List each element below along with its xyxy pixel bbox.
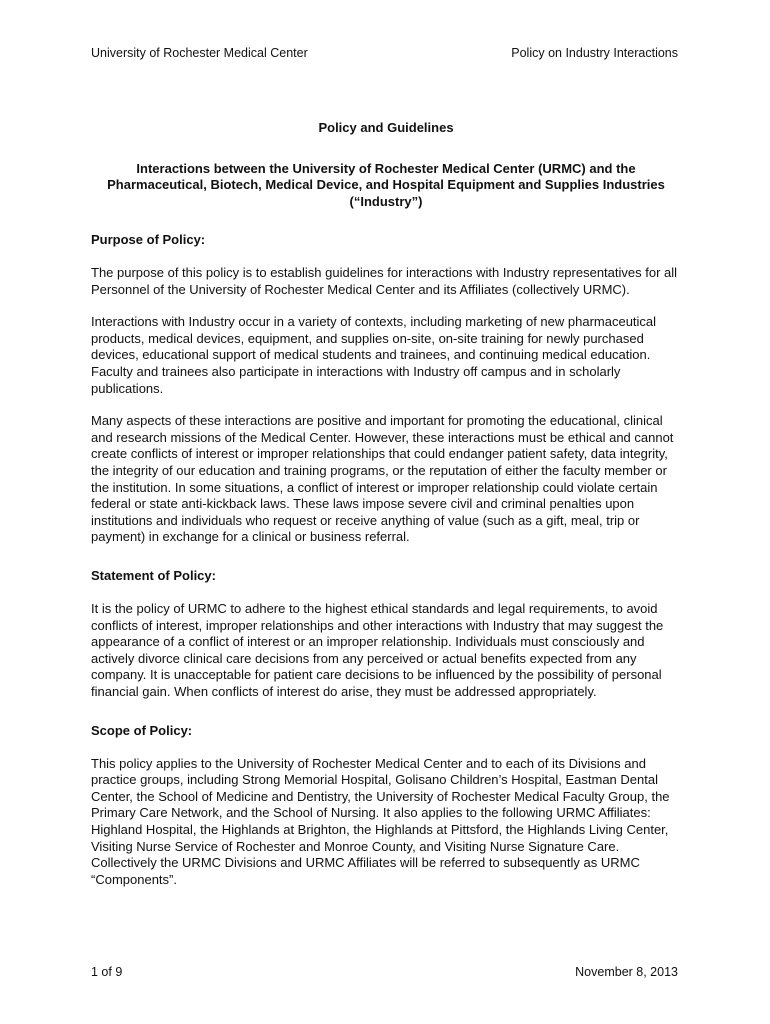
section-heading-statement: Statement of Policy: [91,568,216,583]
document-date: November 8, 2013 [575,965,678,979]
header-institution: University of Rochester Medical Center [91,46,308,60]
statement-paragraph-1: It is the policy of URMC to adhere to the highest ethical standards and legal requirements, to avoid conflicts of interest, improper relationships and other interactions with Industry that may suggest the appearance of a conflict of interest or an improper relationship. Individuals must consciously and actively divorce clinical care decisions from any perceived or actual benefits expected from any company. It is unacceptable for patient care decisions to be influenced by the possibility of personal financial gain. When conflicts of interest do arise, they must be addressed appropriately. [91,601,664,699]
page-number: 1 of 9 [91,965,123,979]
purpose-paragraph-2: Interactions with Industry occur in a variety of contexts, including marketing of new pharmaceutical products, medical devices, equipment, and supplies on-site, on-site training for newly purchased devices, educational support of medical students and trainees, and continuing medical education. Faculty and trainees also participate in interactions with Industry off campus and in scholarly publications. [91,314,657,396]
document-body [91,120,681,888]
section-heading-purpose: Purpose of Policy: [91,232,206,248]
purpose-paragraph-3: Many aspects of these interactions are positive and important for promoting the educational, clinical and research missions of the Medical Center. However, these interactions must be ethical and cannot create conflicts of interest or improper relationships that could endanger patient safety, data integrity, the integrity of our education and training programs, or the reputation of either the faculty member or the institution. In some situations, a conflict of interest or improper relationship could violate certain federal or state anti-kickback laws. These laws impose severe civil and criminal penalties upon institutions and individuals who request or receive anything of value (such as a gift, meal, trip or payment) in exchange for a clinical or business referral. [91,413,674,545]
document-subtitle: Interactions between the University of Rochester Medical Center (URMC) and the Pharmaceutical, Biotech, Medical Device, and Hospital Equipment and Supplies Industries (“Industry”) [107,160,665,209]
document-title: Policy and Guidelines [318,120,454,135]
purpose-paragraph-1: The purpose of this policy is to establish guidelines for interactions with Industry representatives for all Personnel of the University of Rochester Medical Center and its Affiliates (collectively URMC). [91,265,678,297]
section-heading-scope: Scope of Policy: [91,722,193,738]
scope-paragraph-1: This policy applies to the University of Rochester Medical Center and to each of its Divisions and practice groups, including Strong Memorial Hospital, Golisano Children’s Hospital, Eastman Dental Center, the School of Medicine and Dentistry, the University of Rochester Medical Faculty Group, the Primary Care Network, and the School of Nursing. It also applies to the following URMC Affiliates: Highland Hospital, the Highlands at Brighton, the Highlands at Pittsford, the Highlands Living Center, Visiting Nurse Service of Rochester and Monroe County, and Visiting Nurse Signature Care. Collectively the URMC Divisions and URMC Affiliates will be referred to subsequently as URMC “Components”. [91,755,670,887]
header-policy-name: Policy on Industry Interactions [511,46,678,60]
